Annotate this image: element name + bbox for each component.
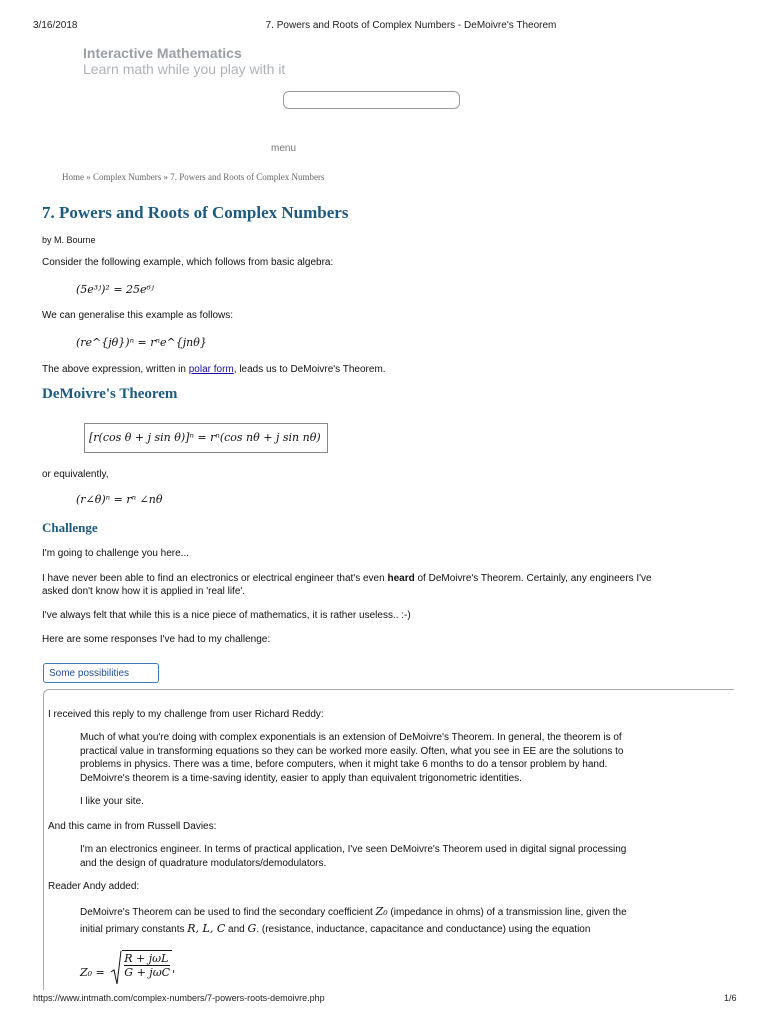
site-tagline: Learn math while you play with it <box>83 61 286 77</box>
quote-reddy-site: I like your site. <box>80 796 144 807</box>
quote-andy-text: initial primary constants <box>80 924 188 935</box>
print-footer-page: 1/6 <box>724 993 737 1003</box>
paragraph-engineers <box>42 572 742 598</box>
quote-davies <box>80 843 720 870</box>
quote-andy-text: (impedance in ohms) of a transmission line, given the <box>387 907 627 918</box>
breadcrumb-section[interactable]: Complex Numbers <box>93 172 162 182</box>
equation-example: (5e³ʲ)² = 25e⁶ʲ <box>76 283 154 296</box>
engineers-text-after: of DeMoivre's Theorem. Certainly, any engineers I've <box>414 573 652 584</box>
rlc-symbols: R, L, C <box>187 922 226 935</box>
quote-reddy-line: Much of what you're doing with complex exponentials is an extension of DeMoivre's Theorem. In general, the theorem is of <box>80 732 622 743</box>
breadcrumb-separator: » <box>161 172 171 182</box>
quote-reddy <box>80 731 720 785</box>
engineers-text-before: I have never been able to find an electronics or electrical engineer that's even <box>42 573 388 584</box>
paragraph-generalise: We can generalise this example as follows: <box>42 310 234 321</box>
polar-form-link[interactable]: polar form <box>188 364 234 375</box>
page-title: 7. Powers and Roots of Complex Numbers <box>42 203 349 222</box>
print-footer-url: https://www.intmath.com/complex-numbers/7-powers-roots-demoivre.php <box>33 993 325 1003</box>
paragraph-useless: I've always felt that while this is a nice piece of mathematics, it is rather useless.. :-) <box>42 610 411 621</box>
site-title[interactable]: Interactive Mathematics <box>83 45 242 61</box>
breadcrumb <box>62 172 325 182</box>
polar-text-after: , leads us to DeMoivre's Theorem. <box>233 364 386 375</box>
some-possibilities-label: Some possibilities <box>49 668 130 679</box>
equation-polar-angle: (r∠θ)ⁿ = rⁿ ∠nθ <box>76 493 163 506</box>
quote-andy-text: . (resistance, inductance, capacitance and conductance) using the equation <box>256 924 591 935</box>
z0-lhs: Z₀ = <box>80 965 105 979</box>
paragraph-challenge: I'm going to challenge you here... <box>42 548 190 559</box>
g-symbol: G <box>247 922 257 935</box>
search-input[interactable] <box>283 91 460 109</box>
sqrt-sign-icon <box>110 950 122 986</box>
z0-symbol: Z₀ <box>375 905 388 918</box>
paragraph-intro: Consider the following example, which follows from basic algebra: <box>42 257 334 268</box>
breadcrumb-home[interactable]: Home <box>62 172 84 182</box>
engineers-line2: asked don't know how it is applied in 'real life'. <box>42 586 246 597</box>
sqrt-fraction <box>122 950 172 979</box>
some-possibilities-button[interactable] <box>43 663 159 683</box>
response-intro-reddy: I received this reply to my challenge from user Richard Reddy: <box>48 709 324 720</box>
quote-reddy-line: DeMoivre's theorem is a time-saving identity, easier to apply than equivalent trigonometric identities. <box>80 772 522 784</box>
quote-andy-line1 <box>80 905 720 919</box>
polar-text-before: The above expression, written in <box>42 364 189 375</box>
print-title: 7. Powers and Roots of Complex Numbers - DeMoivre's Theorem <box>265 20 557 31</box>
quote-davies-line: I'm an electronics engineer. In terms of practical application, I've seen DeMoivre's Theorem used in digital signal processing <box>80 844 627 855</box>
quote-andy-text: DeMoivre's Theorem can be used to find the secondary coefficient <box>80 907 376 918</box>
quote-reddy-line: practical value in transforming equations so they can be worked more easily. Often, what you see in EE are the solutions to <box>80 745 624 757</box>
breadcrumb-current: 7. Powers and Roots of Complex Numbers <box>170 172 325 182</box>
z0-denominator: G + jωC <box>124 966 171 979</box>
quote-reddy-line: problems in physics. There was a time, before computers, when it might take 6 months to do a tensor problem by hand. <box>80 759 608 770</box>
paragraph-polar <box>42 363 386 376</box>
quote-andy-text: and <box>225 924 248 935</box>
paragraph-equivalently: or equivalently, <box>42 469 109 480</box>
response-intro-davies: And this came in from Russell Davies: <box>48 821 217 832</box>
heading-demoivre: DeMoivre's Theorem <box>42 386 178 402</box>
theorem-box <box>84 423 328 453</box>
equation-general: (re^{jθ})ⁿ = rⁿe^{jnθ} <box>76 336 207 349</box>
byline: by M. Bourne <box>42 235 96 245</box>
response-intro-andy: Reader Andy added: <box>48 881 140 892</box>
breadcrumb-separator: » <box>84 172 93 182</box>
quote-davies-line: and the design of quadrature modulators/demodulators. <box>80 857 327 869</box>
z0-numerator: R + jωL <box>124 952 169 965</box>
quote-andy-line2 <box>80 922 720 936</box>
menu-button[interactable]: menu <box>271 143 297 154</box>
engineers-bold: heard <box>387 573 415 584</box>
equation-theorem: [r(cos θ + j sin θ)]ⁿ = rⁿ(cos nθ + j sin nθ) <box>89 431 321 444</box>
equation-z0 <box>80 950 175 986</box>
paragraph-responses: Here are some responses I've had to my challenge: <box>42 634 271 645</box>
z0-prime: ' <box>172 967 176 981</box>
heading-challenge: Challenge <box>42 520 98 535</box>
print-date: 3/16/2018 <box>33 20 78 31</box>
